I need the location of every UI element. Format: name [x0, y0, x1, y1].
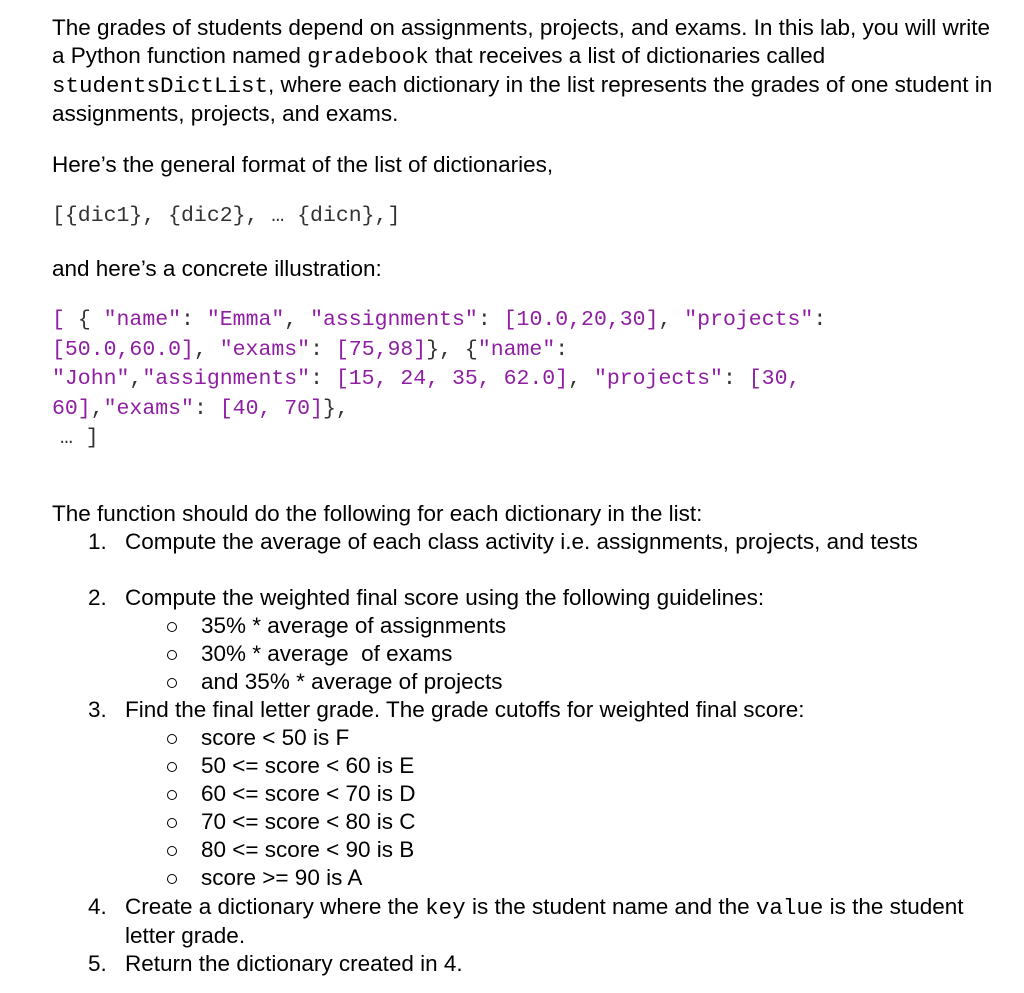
example-line-3	[52, 365, 972, 395]
example-line-1-text: [ { "name": "Emma", "assignments": [10.0,20,30], "projects":	[52, 308, 827, 332]
key-code: key	[425, 895, 466, 921]
illustration-heading: and here’s a concrete illustration:	[52, 256, 382, 281]
step-4-text-c: is the student letter grade.	[125, 894, 964, 948]
example-line-2	[52, 336, 972, 366]
weight-bullet-icon	[167, 622, 177, 632]
cutoff-bullet-icon	[167, 818, 177, 828]
cutoff-bullet-icon	[167, 734, 177, 744]
step-3-text: Find the final letter grade. The grade cutoffs for weighted final score:	[125, 697, 805, 722]
weight-bullet-icon	[167, 678, 177, 688]
example-line-5: … ]	[60, 426, 99, 450]
step-2-number: 2.	[88, 585, 107, 610]
step-4-text-b: is the student name and the	[465, 894, 756, 919]
parameter-name-code: studentsDictList	[52, 73, 269, 99]
intro-text-c: , where each dictionary in the list represents the grades of one student in assignments, projects, and exams.	[52, 72, 993, 126]
example-line-1	[52, 306, 972, 336]
format-heading: Here’s the general format of the list of dictionaries,	[52, 152, 554, 177]
step-5-number: 5.	[88, 951, 107, 976]
example-line-3-text: "John","assignments": [15, 24, 35, 62.0], "projects": [30,	[52, 367, 801, 391]
example-line-2-text: [50.0,60.0], "exams": [75,98]}, {"name":	[52, 337, 569, 362]
value-code: value	[755, 895, 824, 921]
intro-text-b: that receives a list of dictionaries called	[428, 43, 826, 68]
example-line-4-text: 60],"exams": [40, 70]},	[52, 396, 349, 421]
step-1-number: 1.	[88, 529, 107, 554]
step-4-number: 4.	[88, 894, 107, 919]
cutoff-bullet-icon	[167, 874, 177, 884]
step-4	[88, 893, 978, 949]
step-4-text	[125, 893, 975, 950]
step-1	[88, 528, 978, 584]
weight-item: 35% * average of assignments	[201, 613, 507, 638]
step-2-text: Compute the weighted final score using the following guidelines:	[125, 585, 765, 610]
step-5	[88, 950, 978, 978]
cutoff-item: 60 <= score < 70 is D	[201, 781, 416, 806]
example-code-block	[52, 306, 972, 454]
cutoff-bullet-icon	[167, 846, 177, 856]
example-line-4	[52, 395, 972, 425]
step-4-text-a: Create a dictionary where the	[125, 894, 426, 919]
cutoff-item: score < 50 is F	[201, 725, 350, 750]
function-name-code: gradebook	[307, 44, 429, 70]
cutoff-item: 50 <= score < 60 is E	[201, 753, 415, 778]
general-format-code: [{dic1}, {dic2}, … {dicn},]	[52, 204, 401, 228]
step-1-text: Compute the average of each class activity i.e. assignments, projects, and tests	[125, 529, 918, 554]
weight-bullet-icon	[167, 650, 177, 660]
weight-item: 30% * average of exams	[201, 641, 453, 666]
cutoff-bullet-icon	[167, 790, 177, 800]
instructions-lead: The function should do the following for each dictionary in the list:	[52, 501, 703, 526]
intro-text-a: The grades of students depend on assignments, projects, and exams. In this lab, you will write a Python function named	[52, 15, 991, 68]
step-3-number: 3.	[88, 697, 107, 722]
step-5-text: Return the dictionary created in 4.	[125, 951, 463, 976]
cutoff-item: 80 <= score < 90 is B	[201, 837, 415, 862]
cutoff-item: 70 <= score < 80 is C	[201, 809, 416, 834]
cutoff-item: score >= 90 is A	[201, 865, 363, 890]
step-3	[88, 696, 978, 724]
step-2	[88, 584, 978, 612]
weight-item: and 35% * average of projects	[201, 669, 503, 694]
intro-paragraph	[52, 14, 997, 128]
cutoff-bullet-icon	[167, 762, 177, 772]
